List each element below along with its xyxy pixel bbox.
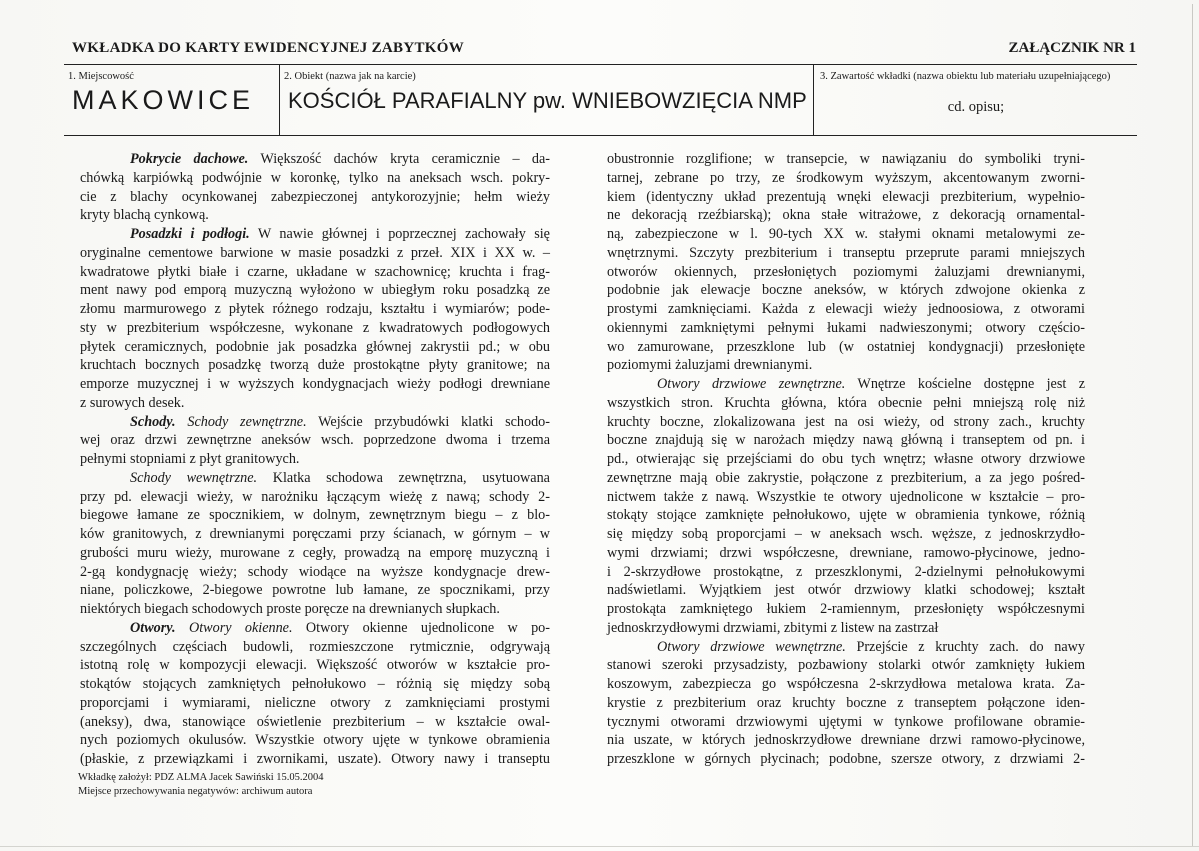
text-line-right-28: stanowi szeroki przysadzisty, pozbawiony stolarki otwór zamknięty łukiem xyxy=(607,657,1085,674)
text-line-left-7: kwadratowe płytki białe i czarne, układane w szachownicę; kruchta i frag- xyxy=(80,263,550,280)
text-line-left-18: Schody wewnętrzne. Klatka schodowa zewnętrzna, usytuowana xyxy=(130,469,550,486)
section-heading: Otwory. xyxy=(130,619,176,636)
text-line-right-19: nictwem także z nawą. Wszystkie te otwory ujednolicone w kształcie – pro- xyxy=(607,488,1085,505)
text-line-left-23: 2-gą kondygnację wieży; schody wiodące na wyższe kondygnacje drew- xyxy=(80,563,550,580)
text-line-right-9: prostymi zamknięciami. Każda z elewacji wieży jednoosiowa, z otworami xyxy=(607,301,1085,317)
place-label: 1. Miejscowość xyxy=(68,71,134,82)
text-line-right-10: okiennymi zamkniętymi pełnymi łukami nadwieszonymi; otwory częścio- xyxy=(607,319,1085,336)
place-value: MAKOWICE xyxy=(72,85,255,115)
text-line-right-27: Otwory drzwiowe wewnętrzne. Przejście z kruchty zach. do nawy xyxy=(657,638,1085,655)
text-line-right-17: pd., otwierając się przejściami do obu tych wnętrz; własne otwory drzwiowe xyxy=(607,451,1085,467)
text-line-right-26: jednoskrzydłowymi drzwiami, zbitymi z listew na zastrzał xyxy=(607,619,939,636)
description-column-left xyxy=(80,150,550,769)
footer xyxy=(78,771,324,799)
section-heading: Otwory drzwiowe zewnętrzne. xyxy=(657,376,846,392)
contents-value: cd. opisu; xyxy=(947,99,1005,115)
text-line-right-25: prostokąta zamkniętego łukiem 2-ramiennym, przesłonięty współczesnymi xyxy=(607,601,1085,617)
contents-label: 3. Zawartość wkładki (nazwa obiektu lub materiału uzupełniającego) xyxy=(820,71,1111,82)
text-line-left-19: przy pd. elewacji wieży, w narożniku łączącym wieżę z nawą; schody 2- xyxy=(80,488,550,505)
place-cell xyxy=(64,65,278,135)
text-line-left-16: wej oraz drzwi zewnętrzne aneksów wsch. poprzedzone dwoma i trzema xyxy=(80,432,550,449)
text-line-left-21: ków granitowych, z drewnianymi poręczami przy ścianach, w górnym – w xyxy=(80,526,550,542)
text-line-right-20: stokąty stojące zamknięte pełnołukowo, ujęte w obramienia tynkowe, różnią xyxy=(607,507,1085,524)
form-title: WKŁADKA DO KARTY EWIDENCYJNEJ ZABYTKÓW xyxy=(72,40,465,56)
text-line-left-22: grubości muru wieży, murowane z cegły, prowadzą na emporę muzyczną i xyxy=(80,544,550,561)
text-line-right-21: się między sobą proporcjami – w aneksach wsch. węższe, z jednoskrzydło- xyxy=(607,526,1085,542)
text-line-right-23: i 2-skrzydłowe prostokątne, z przeszklonymi, 2-dzielnymi pełnołukowymi xyxy=(607,563,1085,580)
text-line-right-3: kiem (identyczny układ prezentują wnęki elewacji prezbiterium, wypełnio- xyxy=(607,188,1085,205)
text-line-left-17: pełnymi stopniami z płyt granitowych. xyxy=(80,451,300,467)
text-line-left-10: sty w prezbiterium współczesne, wykonane z kwadratowych podłogowych xyxy=(80,319,550,336)
text-line-right-1: obustronnie rozglifione; w transepcie, w nawiązaniu do symboliki tryni- xyxy=(607,151,1085,167)
text-line-right-16: boczne znajdują się w narożach między nawą główną i transeptem od pn. i xyxy=(607,432,1085,449)
object-cell xyxy=(279,65,812,135)
text-line-left-31: (aneksy), dwa, stanowiące oświetlenie prezbiterium – w kształcie owal- xyxy=(80,713,550,730)
text-line-left-24: niane, policzkowe, 2-biegowe powrotne lub łamane, ze spocznikami, przy xyxy=(80,582,550,599)
text-line-left-26: Otwory. Otwory okienne. Otwory okienne ujednolicone w po- xyxy=(130,619,550,636)
text-line-right-32: nia uszate, w których jednoskrzydłowe drewniane drzwi ramowo-płycinowe, xyxy=(607,732,1085,749)
text-line-right-24: nadświetlami. Wyjątkiem jest otwór drzwiowy klatki schodowej; kształt xyxy=(607,582,1085,599)
section-heading: Pokrycie dachowe. xyxy=(130,151,249,167)
section-heading: Schody wewnętrzne. xyxy=(130,469,258,486)
text-line-right-29: koszowym, zabezpiecza go współczesna 2-skrzydłowa metalowa krata. Za- xyxy=(607,676,1085,692)
text-line-right-2: tarnej, zebrane po trzy, ze środkowym wyższym, akcentowanym zworni- xyxy=(607,169,1085,186)
footer-author: Wkładkę założył: PDZ ALMA Jacek Sawiński 15.05.2004 xyxy=(78,772,324,783)
sheet-edge-right xyxy=(1192,4,1193,847)
annex-label: ZAŁĄCZNIK NR 1 xyxy=(1008,40,1136,56)
text-line-left-12: kruchtach bocznych posadzkę tworzą duże prostokątne płyty granitowe; na xyxy=(80,357,550,374)
text-line-right-33: przeszklone w górnych płycinach; podobne, szersze otwory, z drzwiami 2- xyxy=(607,751,1085,767)
text-line-right-5: ną, zabezpieczone w l. 90-tych XX w. stałymi oknami metalowymi ze- xyxy=(607,226,1085,242)
text-line-left-4: kryty blachą cynkową. xyxy=(80,207,209,224)
text-line-left-3: cie z blachy ocynkowanej zabezpieczonej antykorozyjnie; hełm wieży xyxy=(80,188,550,205)
section-heading: Otwory drzwiowe wewnętrzne. xyxy=(657,638,846,655)
text-line-right-31: tycznymi otworami drzwiowymi ujętymi w tynkowe profilowane obramie- xyxy=(607,713,1085,730)
text-line-right-7: otworów okiennych, przesłoniętych poziomymi żaluzjami drewnianymi, xyxy=(607,263,1085,280)
text-line-right-13: Otwory drzwiowe zewnętrzne. Wnętrze kościelne dostępne jest z xyxy=(657,376,1085,392)
text-line-right-11: wo zamurowane, przeszklone lub (w ostatniej kondygnacji) przesłonięte xyxy=(607,338,1085,355)
text-line-right-4: ne dekoracją rzeźbiarską); okna stałe witrażowe, z dekoracją ornamental- xyxy=(607,207,1085,224)
section-heading: Schody zewnętrzne. xyxy=(187,413,307,430)
text-line-left-9: złomu marmurowego z płytek różnego rodzaju, kształtu i wymiarów; pode- xyxy=(80,301,550,317)
text-line-right-30: krystie z prezbiterium oraz kruchty boczne z transeptem połączone iden- xyxy=(607,694,1085,711)
text-line-left-2: chówką karpiówką podwójnie w koronkę, tylko na aneksach wsch. pokry- xyxy=(80,169,550,186)
section-heading: Schody. xyxy=(130,413,176,430)
text-line-right-14: wszystkich stron. Kruchta główna, która obecnie pełni mniejszą rolę niż xyxy=(607,394,1085,411)
text-line-left-8: ment nawy pod emporą muzyczną wyłożono w ubiegłym roku posadzką ze xyxy=(80,282,550,299)
text-line-left-1: Pokrycie dachowe. Większość dachów kryta ceramicznie – da- xyxy=(130,151,550,167)
text-line-left-33: (płaskie, z przewiązkami i zwornikami, uszate). Otwory nawy i transeptu xyxy=(80,751,550,767)
text-line-left-13: emporze muzycznej i w wyższych kondygnacjach wieży podłogi drewniane xyxy=(80,376,550,392)
contents-cell xyxy=(813,65,1138,135)
text-line-left-6: oryginalne cementowe barwione w masie posadzki z przeł. XIX i XX w. – xyxy=(80,244,550,261)
text-line-left-15: Schody. Schody zewnętrzne. Wejście przybudówki klatki schodo- xyxy=(130,413,551,430)
text-line-left-32: nych poziomych okulusów. Wszystkie otwory ujęte w tynkowe obramienia xyxy=(80,732,550,749)
text-line-left-14: z surowych desek. xyxy=(80,394,185,411)
text-line-left-29: stokątów stojących zamkniętych pełnołukowo – różnią się między sobą xyxy=(80,676,550,692)
section-heading: Otwory okienne. xyxy=(188,619,293,636)
sheet-edge-bottom xyxy=(0,846,1199,847)
footer-negatives: Miejsce przechowywania negatywów: archiwum autora xyxy=(78,786,313,797)
description-column-right xyxy=(607,150,1085,769)
text-line-left-20: biegowe łamane ze spocznikiem, w dolnym, zewnętrznym biegu – z blo- xyxy=(80,507,550,524)
text-line-left-30: proporcjami i wymiarami, nieliczne otwory z zamknięciami prostymi xyxy=(80,694,550,711)
text-line-right-6: wnętrznymi. Szczyty prezbiterium i transeptu przeprute parami mniejszych xyxy=(607,244,1085,261)
object-label: 2. Obiekt (nazwa jak na karcie) xyxy=(284,71,416,82)
text-line-right-15: kruchty boczne, zlokalizowana jest na osi wieży, od strony zach., kruchty xyxy=(607,413,1085,430)
text-line-left-28: istotną rolę w kompozycji elewacji. Większość otworów w kształcie pro- xyxy=(80,657,550,674)
text-line-right-8: podobnie jak elewacje boczne aneksów, w których zdwojone okienka z xyxy=(607,282,1085,299)
header-fields xyxy=(64,64,1137,136)
object-value: KOŚCIÓŁ PARAFIALNY pw. WNIEBOWZIĘCIA NMP xyxy=(288,88,807,113)
text-line-left-5: Posadzki i podłogi. W nawie głównej i poprzecznej zachowały się xyxy=(130,226,550,242)
text-line-left-27: szczególnych częściach budowli, rozmieszczone rytmicznie, odgrywają xyxy=(80,638,550,655)
text-line-right-18: zewnętrzne mają obie zakrystie, połączone z prezbiterium, a za jego pośred- xyxy=(607,469,1085,486)
text-line-left-25: niektórych biegach schodowych proste poręcze na drewnianych słupkach. xyxy=(80,601,500,617)
text-line-left-11: płytek ceramicznych, podobnie jak posadzka głównej zakrystii pd.; w obu xyxy=(80,338,550,355)
text-line-right-22: wymi drzwiami; drzwi współczesne, drewniane, ramowo-płycinowe, jedno- xyxy=(607,544,1085,561)
section-heading: Posadzki i podłogi. xyxy=(130,226,250,242)
text-line-right-12: poziomymi żaluzjami drewnianymi. xyxy=(607,357,813,374)
